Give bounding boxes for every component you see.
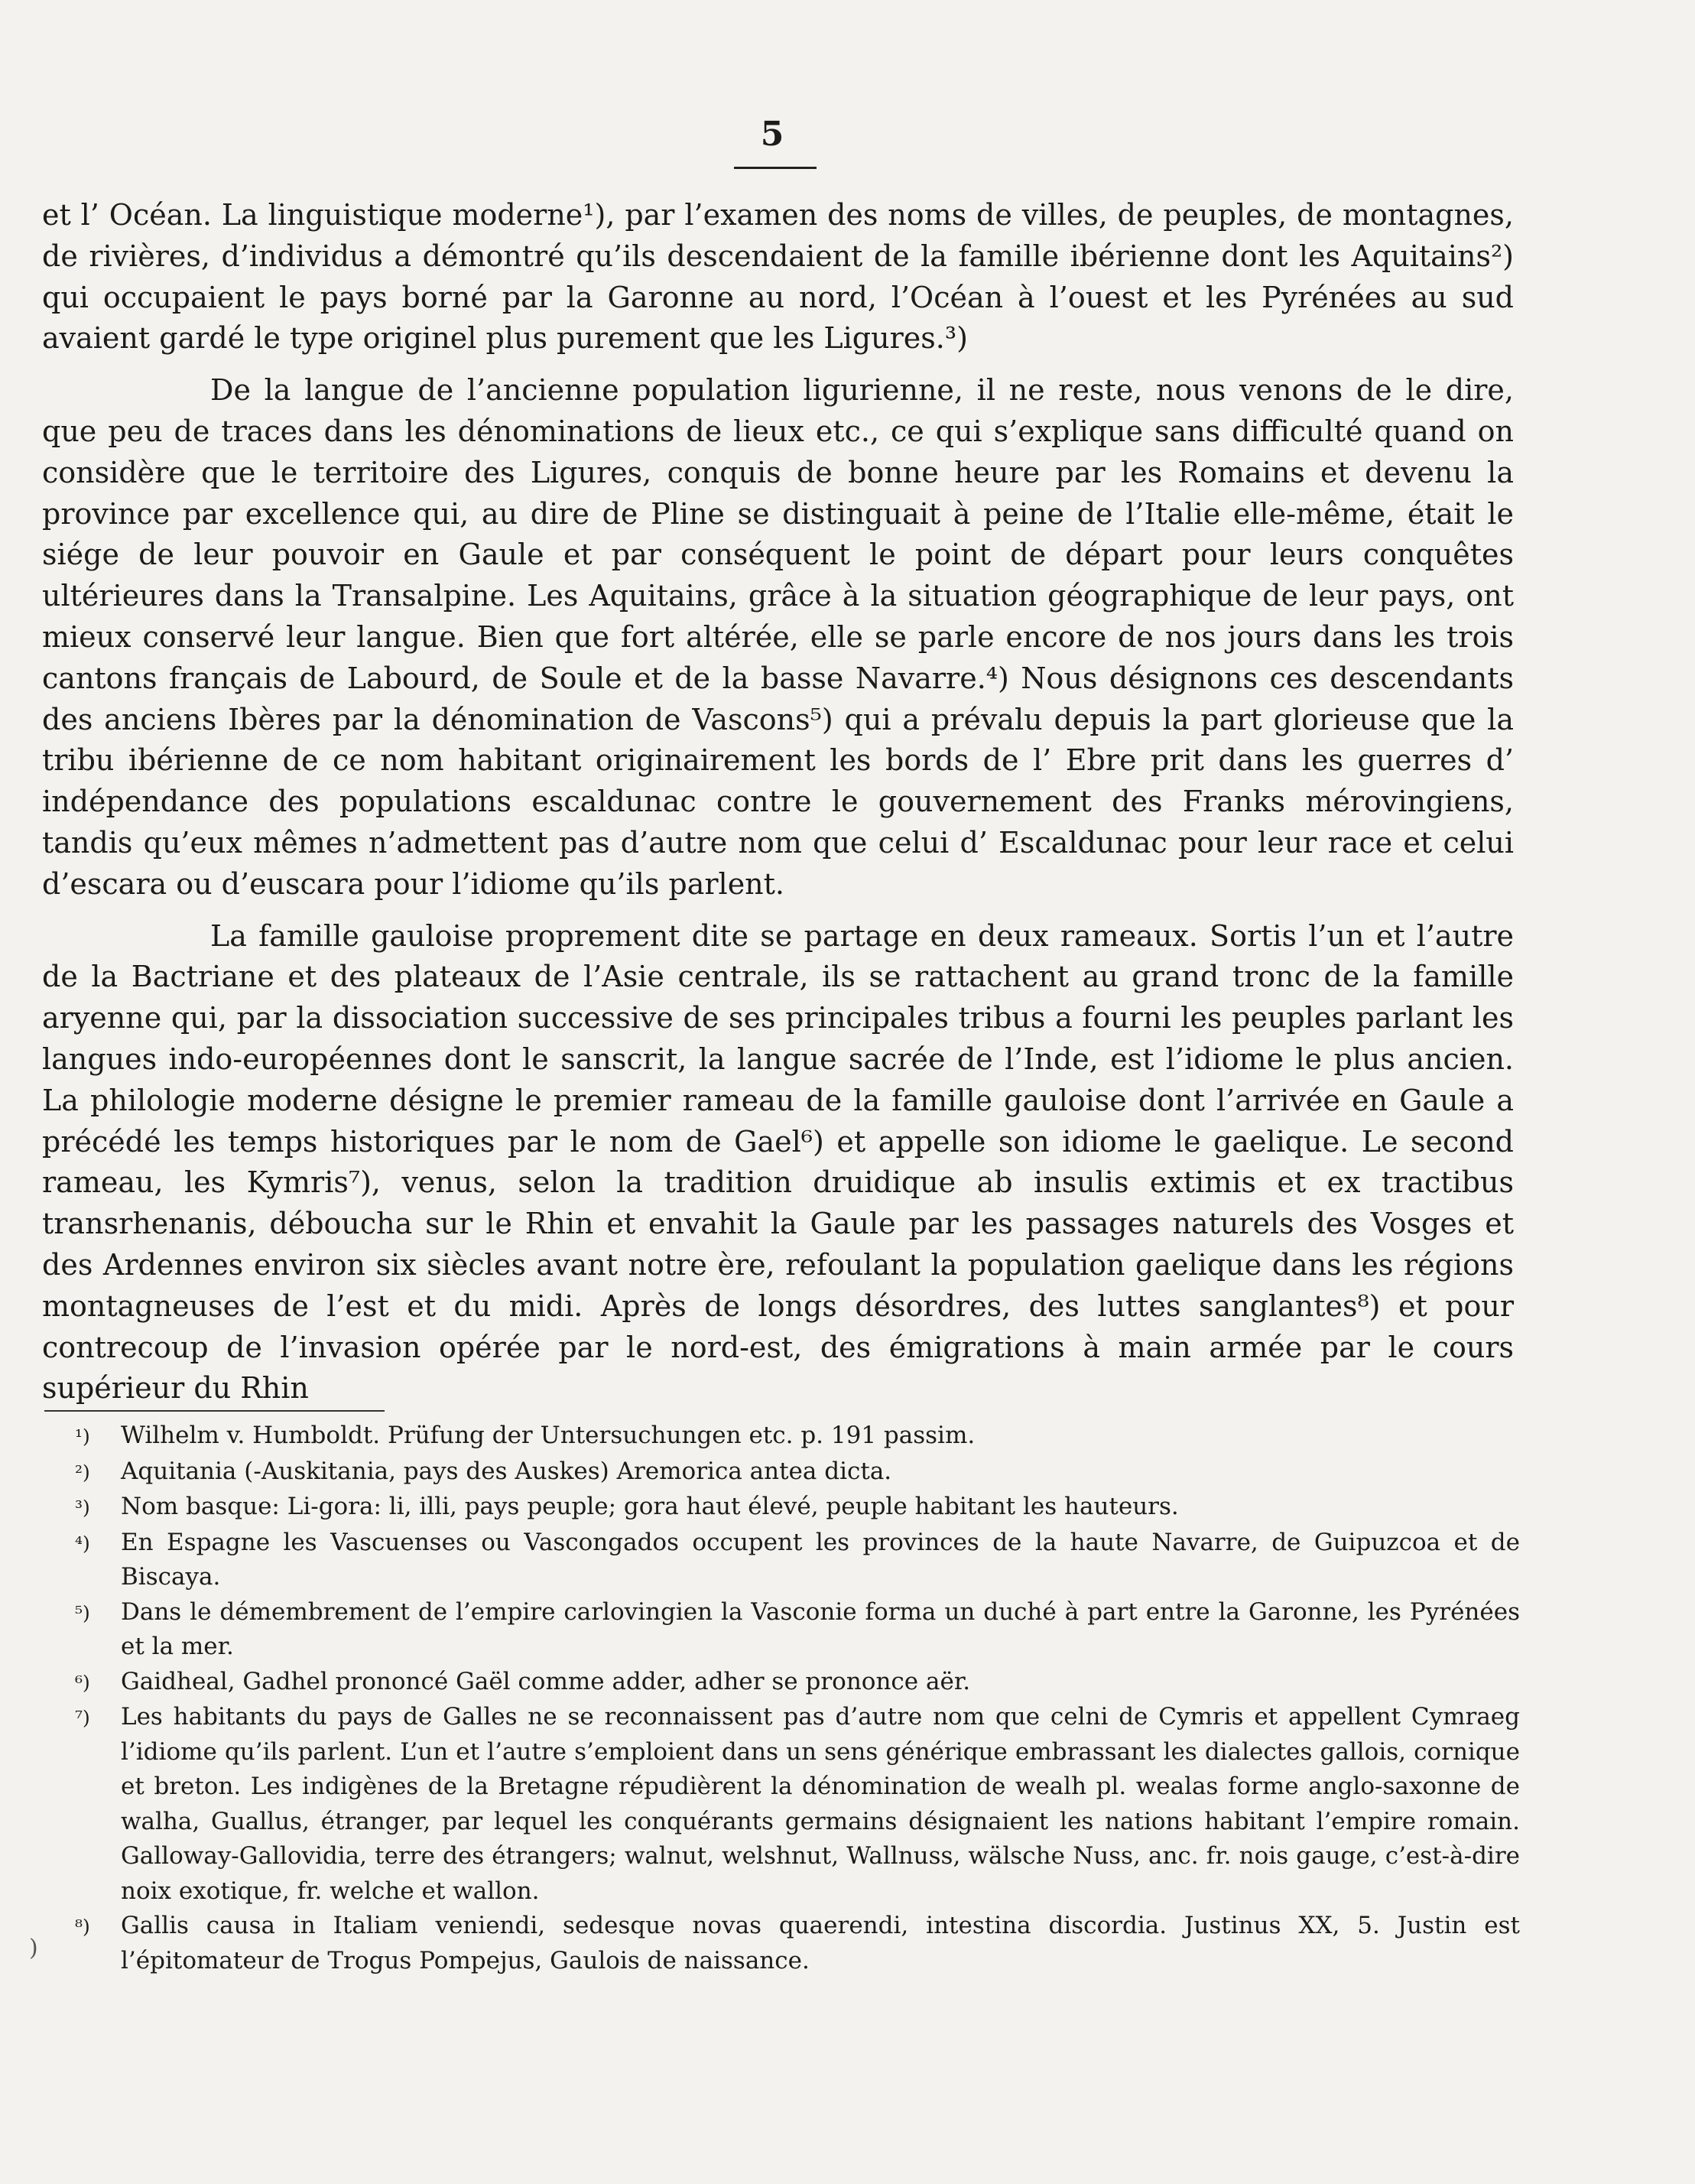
footnote-marker: ⁸) bbox=[75, 1916, 90, 1938]
footnote-5 bbox=[44, 1595, 1520, 1665]
footnote-marker: ⁴) bbox=[75, 1532, 90, 1555]
footnote-marker: ⁵) bbox=[75, 1601, 90, 1624]
footnote-text: Gaidheal, Gadhel prononcé Gaël comme adder, adher se prononce aër. bbox=[121, 1667, 971, 1695]
paragraph-3: La famille gauloise proprement dite se partage en deux rameaux. Sortis l’un et l’autre de la Bactriane et des plateaux de l’Asie centrale, ils se rattachent au grand tronc de la famille aryenne qui, par la dissociation successive de ses principales tribus a fourni les peuples parlant les langues indo-européennes dont le sanscrit, la langue sacrée de l’Inde, est l’idiome le plus ancien. La philologie moderne désigne le premier rameau de la famille gauloise dont l’arrivée en Gaule a précédé les temps historiques par le nom de Gael⁶) et appelle son idiome le gaelique. Le second rameau, les Kymris⁷), venus, selon la tradition druidique ab insulis extimis et ex tractibus transrhenanis, déboucha sur le Rhin et envahit la Gaule par les passages naturels des Vosges et des Ardennes environ six siècles avant notre ère, refoulant la population gaelique dans les régions montagneuses de l’est et du midi. Après de longs désordres, des luttes sanglantes⁸) et pour contrecoup de l’invasion opérée par le nord-est, des émigrations à main armée par le cours supérieur du Rhin bbox=[42, 918, 1514, 1406]
margin-mark: ) bbox=[29, 1935, 38, 1961]
footnote-marker: ⁷) bbox=[75, 1707, 90, 1729]
footnotes bbox=[44, 1419, 1520, 1978]
body-text bbox=[42, 195, 1514, 1409]
footnote-4 bbox=[44, 1526, 1520, 1595]
footnote-8 bbox=[44, 1909, 1520, 1978]
footnote-text: Dans le démembrement de l’empire carlovingien la Vasconie forma un duché à part entre la Garonne, les Pyrénées et la mer. bbox=[121, 1597, 1520, 1660]
footnote-marker: ⁶) bbox=[75, 1671, 90, 1694]
page-number: 5 bbox=[760, 115, 784, 154]
paragraph-1: et l’ Océan. La linguistique moderne¹), par l’examen des noms de villes, de peuples, de montagnes, de rivières, d’individus a démontré qu’ils descendaient de la famille ibérienne dont les Aquitains²) qui occupaient le pays borné par la Garonne au nord, l’Océan à l’ouest et les Pyrénées au sud avaient gardé le type originel plus purement que les Ligures.³) bbox=[42, 198, 1514, 356]
footnote-7 bbox=[44, 1700, 1520, 1909]
footnote-2 bbox=[44, 1454, 1520, 1490]
footnote-separator bbox=[44, 1410, 385, 1412]
footnote-text: Nom basque: Li-gora: li, illi, pays peuple; gora haut élevé, peuple habitant les hauteurs. bbox=[121, 1493, 1179, 1520]
footnote-marker: ³) bbox=[75, 1497, 90, 1519]
page-number-rule bbox=[734, 167, 817, 169]
footnote-text: En Espagne les Vascuenses ou Vascongados occupent les provinces de la haute Navarre, de Guipuzcoa et de Biscaya. bbox=[121, 1528, 1520, 1591]
footnote-text: Gallis causa in Italiam veniendi, sedesque novas quaerendi, intestina discordia. Justinus XX, 5. Justin est l’épitomateur de Trogus Pompejus, Gaulois de naissance. bbox=[121, 1912, 1520, 1974]
footnote-3 bbox=[44, 1490, 1520, 1526]
footnote-text: Les habitants du pays de Galles ne se reconnaissent pas d’autre nom que celni de Cymris et appellent Cymraeg l’idiome qu’ils parlent. L’un et l’autre s’emploient dans un sens générique embrassant les dialectes gallois, cornique et breton. Les indigènes de la Bretagne répudièrent la dénomination de wealh pl. wealas forme anglo-saxonne de walha, Guallus, étranger, par lequel les conquérants germains désignaient les nations habitant l’empire romain. Galloway-Gallovidia, terre des étrangers; walnut, welshnut, Wallnuss, wälsche Nuss, anc. fr. nois gauge, c’est-à-dire noix exotique, fr. welche et wallon. bbox=[121, 1703, 1520, 1905]
paragraph-2: De la langue de l’ancienne population ligurienne, il ne reste, nous venons de le dire, que peu de traces dans les dénominations de lieux etc., ce qui s’explique sans difficulté quand on considère que le territoire des Ligures, conquis de bonne heure par les Romains et devenu la province par excellence qui, au dire de Pline se distinguait à peine de l’Italie elle-même, était le siége de leur pouvoir en Gaule et par conséquent le point de départ pour leurs conquêtes ultérieures dans la Transalpine. Les Aquitains, grâce à la situation géographique de leur pays, ont mieux conservé leur langue. Bien que fort altérée, elle se parle encore de nos jours dans les trois cantons français de Labourd, de Soule et de la basse Navarre.⁴) Nous désignons ces descendants des anciens Ibères par la dénomination de Vascons⁵) qui a prévalu depuis la part glorieuse que la tribu ibérienne de ce nom habitant originairement les bords de l’ Ebre prit dans les guerres d’ indépendance des populations escaldunac contre le gouvernement des Franks mérovingiens, tandis qu’eux mêmes n’admettent pas d’autre nom que celui d’ Escaldunac pour leur race et celui d’escara ou d’euscara pour l’idiome qu’ils parlent. bbox=[42, 373, 1514, 901]
footnote-marker: ¹) bbox=[75, 1425, 90, 1448]
footnote-text: Wilhelm v. Humboldt. Prüfung der Untersuchungen etc. p. 191 passim. bbox=[121, 1422, 976, 1449]
footnote-1 bbox=[44, 1419, 1520, 1454]
footnote-text: Aquitania (-Auskitania, pays des Auskes) Aremorica antea dicta. bbox=[121, 1457, 892, 1485]
footnote-6 bbox=[44, 1665, 1520, 1701]
footnote-marker: ²) bbox=[75, 1461, 90, 1484]
